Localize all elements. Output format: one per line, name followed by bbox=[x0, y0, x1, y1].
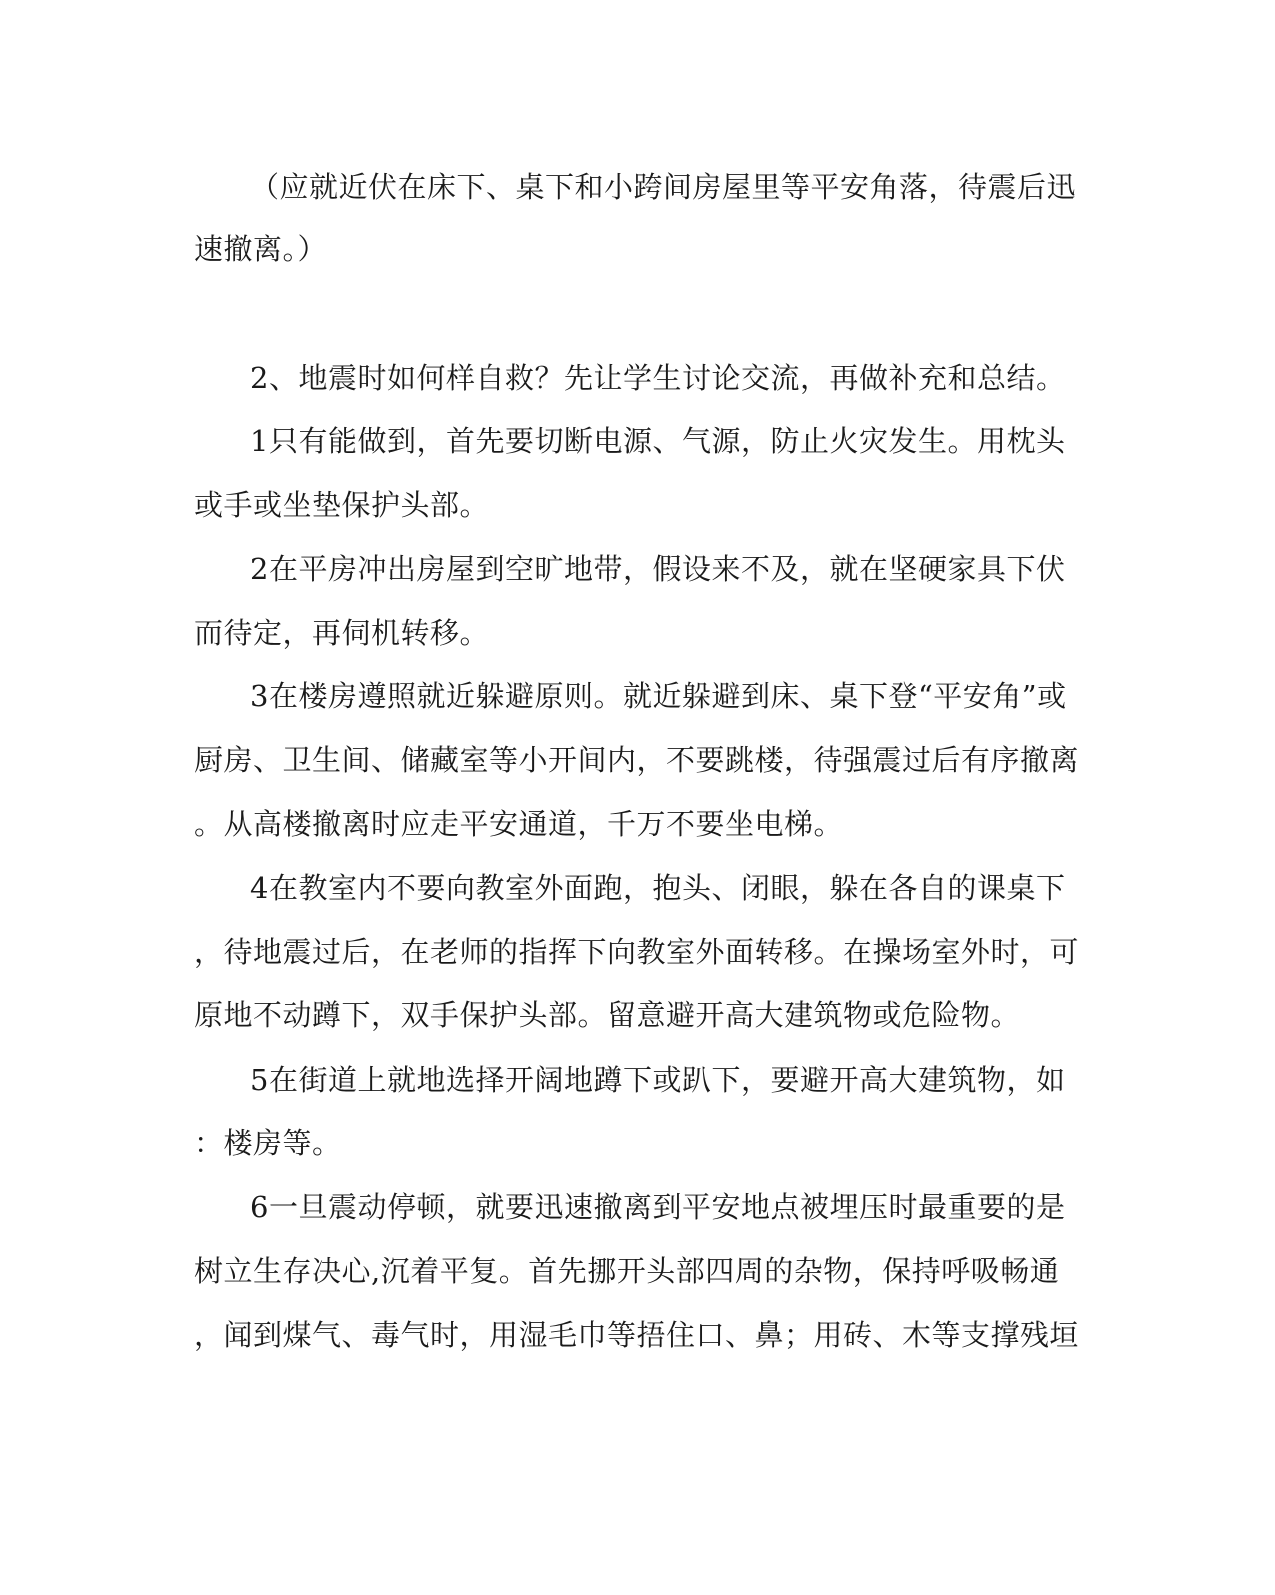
paragraph-line: 4在教室内不要向教室外面跑，抱头、闭眼，躲在各自的课桌下 bbox=[250, 871, 1066, 905]
paragraph-line: 厨房、卫生间、储藏室等小开间内，不要跳楼，待强震过后有序撤离 bbox=[194, 743, 1080, 777]
paragraph-line: 原地不动蹲下，双手保护头部。留意避开高大建筑物或危险物。 bbox=[194, 998, 1021, 1032]
paragraph-line: ，闻到煤气、毒气时，用湿毛巾等捂住口、鼻；用砖、木等支撑残垣 bbox=[194, 1318, 1080, 1352]
paragraph-line: 树立生存决心,沉着平复。首先挪开头部四周的杂物，保持呼吸畅通 bbox=[194, 1254, 1060, 1288]
paragraph-line: 或手或坐垫保护头部。 bbox=[194, 488, 490, 522]
paragraph-line: 1只有能做到，首先要切断电源、气源，防止火灾发生。用枕头 bbox=[250, 424, 1066, 458]
paragraph-line: 5在街道上就地选择开阔地蹲下或趴下，要避开高大建筑物，如 bbox=[250, 1063, 1066, 1097]
paragraph-line: 而待定，再伺机转移。 bbox=[194, 616, 490, 650]
paragraph-line: 2在平房冲出房屋到空旷地带，假设来不及，就在坚硬家具下伏 bbox=[250, 552, 1066, 586]
paragraph-line: 2、地震时如何样自救？先让学生讨论交流，再做补充和总结。 bbox=[250, 361, 1066, 395]
paragraph-line: （应就近伏在床下、桌下和小跨间房屋里等平安角落，待震后迅 bbox=[250, 170, 1077, 204]
paragraph-line: 。从高楼撤离时应走平安通道，千万不要坐电梯。 bbox=[194, 807, 844, 841]
paragraph-line: ，待地震过后，在老师的指挥下向教室外面转移。在操场室外时，可 bbox=[194, 935, 1080, 969]
paragraph-line: 3在楼房遵照就近躲避原则。就近躲避到床、桌下登“平安角”或 bbox=[250, 679, 1067, 713]
paragraph-line: ：楼房等。 bbox=[194, 1126, 342, 1160]
paragraph-line: 速撤离。） bbox=[194, 232, 328, 266]
paragraph-line: 6一旦震动停顿，就要迅速撤离到平安地点被埋压时最重要的是 bbox=[250, 1190, 1066, 1224]
